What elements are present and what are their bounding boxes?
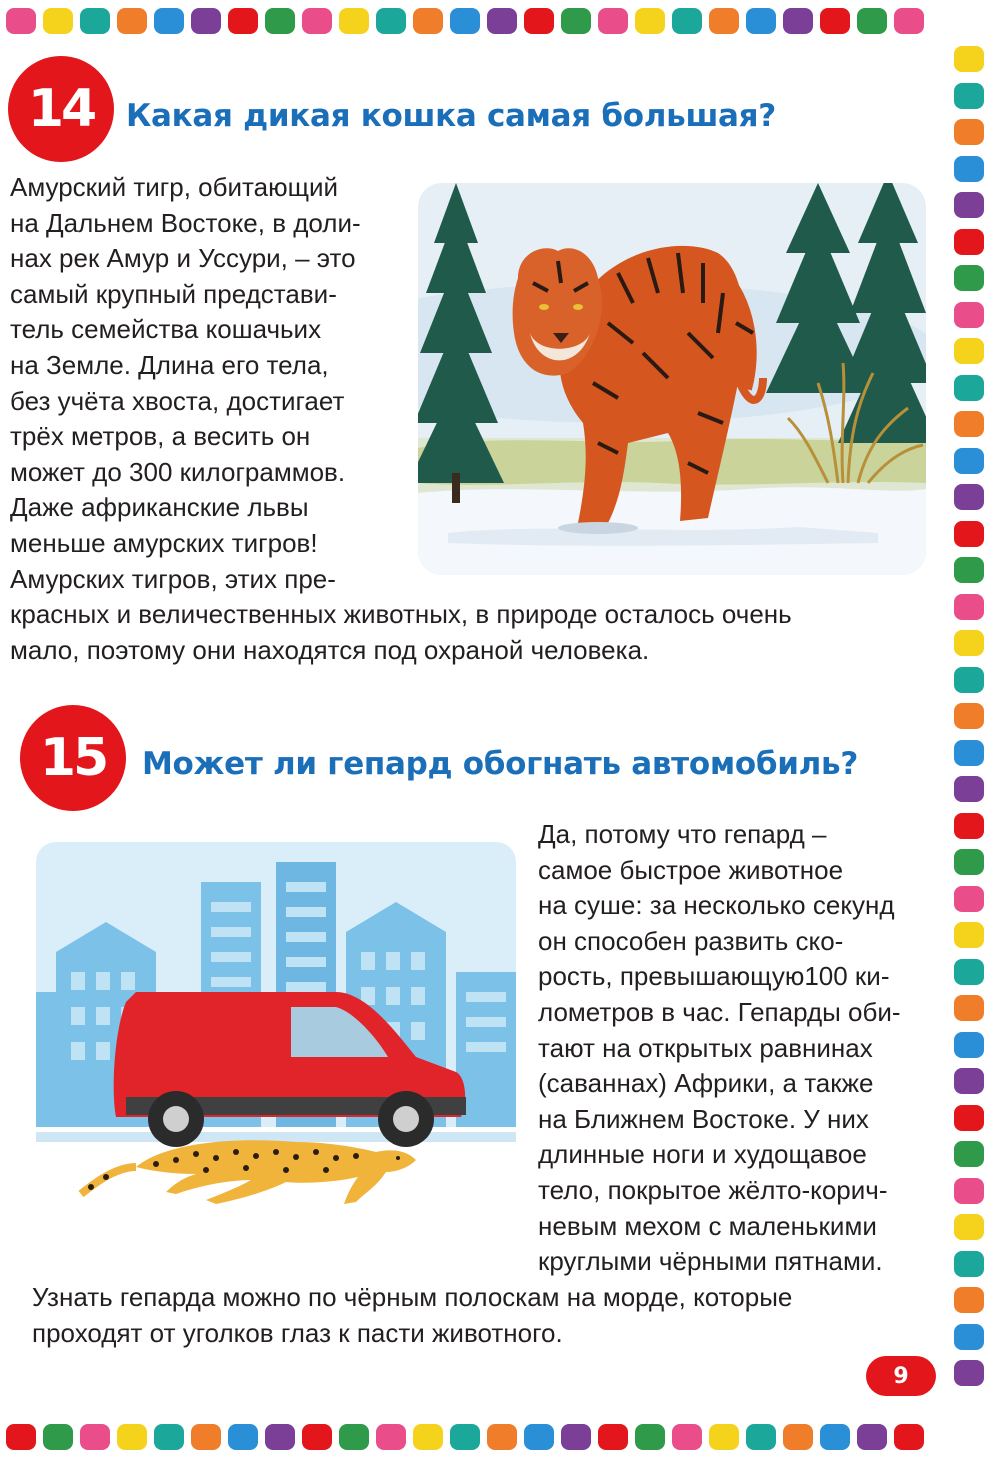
- border-dot: [954, 667, 984, 693]
- cheetah-illustration: [36, 842, 516, 1224]
- border-dot: [894, 8, 924, 34]
- answer-line: Да, потому что гепард –: [538, 819, 827, 849]
- border-dot: [709, 8, 739, 34]
- border-dot: [954, 192, 984, 218]
- border-dot: [954, 813, 984, 839]
- border-dot: [413, 8, 443, 34]
- border-dot: [302, 1424, 332, 1450]
- border-dot: [265, 8, 295, 34]
- border-dot: [339, 8, 369, 34]
- border-dot: [954, 1178, 984, 1204]
- border-dot: [154, 8, 184, 34]
- border-dot: [598, 8, 628, 34]
- answer-line: на Земле. Длина его тела,: [10, 349, 329, 380]
- answer-line: Амурских тигров, этих пре-: [10, 563, 336, 594]
- border-dot: [954, 156, 984, 182]
- border-dot: [6, 8, 36, 34]
- border-dot: [954, 1360, 984, 1386]
- top-dot-border: [0, 0, 1000, 40]
- border-dot: [954, 484, 984, 510]
- border-dot: [709, 1424, 739, 1450]
- border-dot: [672, 8, 702, 34]
- border-dot: [80, 1424, 110, 1450]
- border-dot: [954, 1141, 984, 1167]
- right-dot-border: [950, 0, 990, 1465]
- border-dot: [954, 1324, 984, 1350]
- border-dot: [954, 1032, 984, 1058]
- border-dot: [954, 995, 984, 1021]
- answer-line: круглыми чёрными пятнами.: [538, 1246, 883, 1277]
- answer-line: может до 300 килограммов.: [10, 456, 346, 487]
- border-dot: [783, 1424, 813, 1450]
- answer-line: нах рек Амур и Уссури, – это: [10, 243, 356, 274]
- border-dot: [857, 1424, 887, 1450]
- border-dot: [524, 1424, 554, 1450]
- border-dot: [954, 411, 984, 437]
- answer-line: без учёта хвоста, достигает: [10, 385, 345, 416]
- border-dot: [228, 1424, 258, 1450]
- border-dot: [954, 1214, 984, 1240]
- border-dot: [783, 8, 813, 34]
- border-dot: [954, 630, 984, 656]
- border-dot: [954, 119, 984, 145]
- answer-text-15: [538, 817, 901, 1280]
- answer-line: тело, покрытое жёлто-корич-: [538, 1174, 888, 1205]
- question-title-15: Может ли гепард обогнать автомобиль?: [142, 746, 859, 782]
- border-dot: [954, 448, 984, 474]
- border-dot: [954, 265, 984, 291]
- answer-line: трёх метров, а весить он: [10, 421, 311, 452]
- answer-line: тают на открытых равнинах: [538, 1032, 873, 1063]
- border-dot: [954, 557, 984, 583]
- border-dot: [302, 8, 332, 34]
- border-dot: [6, 1424, 36, 1450]
- answer-line: меньше амурских тигров!: [10, 527, 318, 558]
- border-dot: [954, 959, 984, 985]
- border-dot: [954, 886, 984, 912]
- answer-line: на суше: за несколько секунд: [538, 890, 895, 921]
- border-dot: [954, 302, 984, 328]
- answer-line: рость, превышающую100 ки-: [538, 961, 890, 992]
- border-dot: [954, 740, 984, 766]
- answer-line: тель семейства кошачьих: [10, 314, 322, 345]
- border-dot: [954, 849, 984, 875]
- answer-line: лометров в час. Гепарды оби-: [538, 996, 901, 1027]
- answer-line: длинные ноги и худощавое: [538, 1139, 867, 1170]
- border-dot: [954, 521, 984, 547]
- border-dot: [80, 8, 110, 34]
- border-dot: [339, 1424, 369, 1450]
- border-dot: [954, 776, 984, 802]
- answer-line: проходят от уголков глаз к пасти животного.: [32, 1317, 563, 1348]
- border-dot: [635, 1424, 665, 1450]
- border-dot: [450, 8, 480, 34]
- answer-line: Узнать гепарда можно по чёрным полоскам на морде, которые: [32, 1282, 793, 1312]
- border-dot: [561, 1424, 591, 1450]
- border-dot: [561, 8, 591, 34]
- border-dot: [894, 1424, 924, 1450]
- border-dot: [954, 1251, 984, 1277]
- cheetah-racing-red-van-icon: [36, 842, 516, 1224]
- border-dot: [524, 8, 554, 34]
- border-dot: [746, 8, 776, 34]
- border-dot: [954, 338, 984, 364]
- answer-line: на Ближнем Востоке. У них: [538, 1103, 869, 1134]
- answer-line: красных и величественных животных, в природе осталось очень: [10, 599, 792, 630]
- page-number: 9: [866, 1356, 936, 1396]
- border-dot: [191, 8, 221, 34]
- border-dot: [954, 1287, 984, 1313]
- border-dot: [376, 8, 406, 34]
- border-dot: [635, 8, 665, 34]
- border-dot: [450, 1424, 480, 1450]
- border-dot: [43, 8, 73, 34]
- answer-line: на Дальнем Востоке, в доли-: [10, 207, 361, 238]
- answer-line: самое быстрое животное: [538, 854, 844, 885]
- border-dot: [954, 229, 984, 255]
- border-dot: [820, 8, 850, 34]
- border-dot: [820, 1424, 850, 1450]
- answer-line: невым мехом с маленькими: [538, 1210, 877, 1241]
- question-number-badge-14: 14: [8, 56, 114, 162]
- border-dot: [191, 1424, 221, 1450]
- border-dot: [954, 1068, 984, 1094]
- border-dot: [154, 1424, 184, 1450]
- border-dot: [376, 1424, 406, 1450]
- question-title-14: Какая дикая кошка самая большая?: [126, 98, 776, 134]
- border-dot: [954, 594, 984, 620]
- border-dot: [487, 8, 517, 34]
- answer-line: (саваннах) Африки, а также: [538, 1068, 874, 1099]
- border-dot: [954, 83, 984, 109]
- border-dot: [43, 1424, 73, 1450]
- border-dot: [117, 1424, 147, 1450]
- border-dot: [487, 1424, 517, 1450]
- border-dot: [746, 1424, 776, 1450]
- border-dot: [598, 1424, 628, 1450]
- border-dot: [672, 1424, 702, 1450]
- border-dot: [857, 8, 887, 34]
- border-dot: [265, 1424, 295, 1450]
- answer-line: Даже африканские львы: [10, 492, 309, 523]
- answer-line: Амурский тигр, обитающий: [10, 172, 339, 202]
- bottom-dot-border: [0, 1420, 1000, 1460]
- border-dot: [954, 46, 984, 72]
- border-dot: [117, 8, 147, 34]
- border-dot: [954, 703, 984, 729]
- answer-text-15-continued: [32, 1280, 792, 1351]
- answer-line: он способен развить ско-: [538, 925, 844, 956]
- border-dot: [954, 1105, 984, 1131]
- border-dot: [228, 8, 258, 34]
- answer-line: самый крупный представи-: [10, 278, 337, 309]
- border-dot: [954, 922, 984, 948]
- border-dot: [413, 1424, 443, 1450]
- border-dot: [954, 375, 984, 401]
- answer-line: мало, поэтому они находятся под охраной человека.: [10, 634, 650, 665]
- answer-text-14: [10, 170, 792, 668]
- question-number-badge-15: 15: [20, 705, 126, 811]
